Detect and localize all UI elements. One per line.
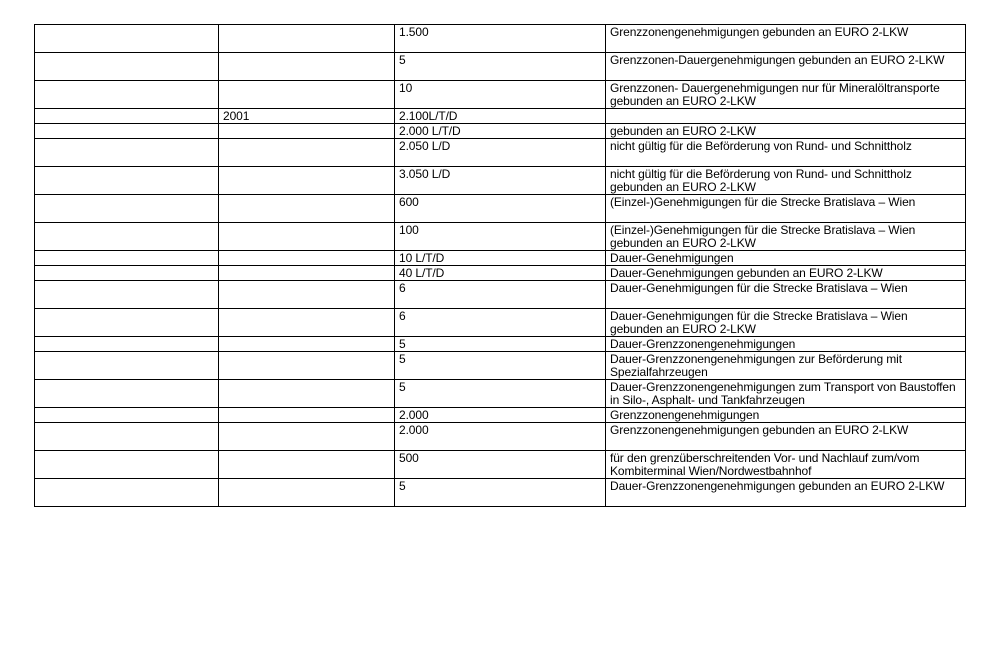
table-row [35, 408, 966, 423]
cell-quantity: 2.000 L/T/D [395, 124, 606, 139]
cell-quantity: 2.000 [395, 423, 606, 451]
cell-quantity: 10 L/T/D [395, 251, 606, 266]
cell-quantity: 3.050 L/D [395, 167, 606, 195]
cell-year [219, 281, 395, 309]
cell-year [219, 167, 395, 195]
table-row [35, 352, 966, 380]
table-row [35, 124, 966, 139]
cell-col1 [35, 266, 219, 281]
table-row [35, 451, 966, 479]
cell-quantity: 6 [395, 309, 606, 337]
cell-quantity: 5 [395, 479, 606, 507]
permits-table [34, 24, 966, 507]
cell-col1 [35, 451, 219, 479]
cell-col1 [35, 223, 219, 251]
cell-year [219, 223, 395, 251]
cell-description: Grenzzonengenehmigungen gebunden an EURO 2-LKW [606, 25, 966, 53]
cell-description: Dauer-Genehmigungen für die Strecke Bratislava – Wien gebunden an EURO 2-LKW [606, 309, 966, 337]
table-row [35, 309, 966, 337]
cell-col1 [35, 408, 219, 423]
cell-description: (Einzel-)Genehmigungen für die Strecke Bratislava – Wien gebunden an EURO 2-LKW [606, 223, 966, 251]
table-row [35, 167, 966, 195]
cell-description: Dauer-Grenzzonengenehmigungen [606, 337, 966, 352]
cell-year [219, 337, 395, 352]
cell-col1 [35, 124, 219, 139]
cell-year [219, 124, 395, 139]
cell-year [219, 423, 395, 451]
cell-quantity: 6 [395, 281, 606, 309]
cell-col1 [35, 195, 219, 223]
cell-description: (Einzel-)Genehmigungen für die Strecke Bratislava – Wien [606, 195, 966, 223]
cell-quantity: 500 [395, 451, 606, 479]
table-row [35, 423, 966, 451]
cell-quantity: 100 [395, 223, 606, 251]
table-row [35, 139, 966, 167]
cell-quantity: 600 [395, 195, 606, 223]
permits-table-body [35, 25, 966, 507]
cell-year [219, 195, 395, 223]
cell-col1 [35, 81, 219, 109]
cell-description: nicht gültig für die Beförderung von Rund- und Schnittholz [606, 139, 966, 167]
cell-col1 [35, 337, 219, 352]
cell-description: nicht gültig für die Beförderung von Rund- und Schnittholz gebunden an EURO 2-LKW [606, 167, 966, 195]
cell-description: gebunden an EURO 2-LKW [606, 124, 966, 139]
cell-col1 [35, 25, 219, 53]
cell-col1 [35, 479, 219, 507]
cell-quantity: 5 [395, 352, 606, 380]
cell-quantity: 2.100L/T/D [395, 109, 606, 124]
cell-col1 [35, 423, 219, 451]
cell-year [219, 251, 395, 266]
cell-col1 [35, 309, 219, 337]
cell-year [219, 380, 395, 408]
cell-col1 [35, 352, 219, 380]
cell-year [219, 25, 395, 53]
table-row [35, 281, 966, 309]
cell-description: Dauer-Grenzzonengenehmigungen gebunden an EURO 2-LKW [606, 479, 966, 507]
table-row [35, 251, 966, 266]
cell-description: Dauer-Grenzzonengenehmigungen zum Transport von Baustoffen in Silo-, Asphalt- und Tankfahrzeugen [606, 380, 966, 408]
cell-year [219, 479, 395, 507]
cell-description [606, 109, 966, 124]
cell-year [219, 408, 395, 423]
cell-col1 [35, 380, 219, 408]
cell-year: 2001 [219, 109, 395, 124]
cell-year [219, 266, 395, 281]
cell-description: Dauer-Genehmigungen [606, 251, 966, 266]
cell-year [219, 352, 395, 380]
table-row [35, 195, 966, 223]
cell-description: Dauer-Genehmigungen für die Strecke Bratislava – Wien [606, 281, 966, 309]
table-row [35, 223, 966, 251]
cell-quantity: 2.050 L/D [395, 139, 606, 167]
cell-quantity: 5 [395, 380, 606, 408]
cell-year [219, 139, 395, 167]
cell-description: für den grenzüberschreitenden Vor- und Nachlauf zum/vom Kombiterminal Wien/Nordwestbahnhof [606, 451, 966, 479]
table-row [35, 109, 966, 124]
table-row [35, 81, 966, 109]
cell-description: Grenzzonen- Dauergenehmigungen nur für Mineralöltransporte gebunden an EURO 2-LKW [606, 81, 966, 109]
cell-col1 [35, 251, 219, 266]
cell-col1 [35, 53, 219, 81]
table-row [35, 53, 966, 81]
table-row [35, 380, 966, 408]
cell-col1 [35, 139, 219, 167]
cell-quantity: 1.500 [395, 25, 606, 53]
cell-year [219, 451, 395, 479]
table-row [35, 25, 966, 53]
cell-col1 [35, 167, 219, 195]
cell-quantity: 5 [395, 53, 606, 81]
cell-year [219, 309, 395, 337]
cell-quantity: 2.000 [395, 408, 606, 423]
cell-description: Dauer-Genehmigungen gebunden an EURO 2-LKW [606, 266, 966, 281]
cell-quantity: 10 [395, 81, 606, 109]
table-row [35, 266, 966, 281]
table-row [35, 479, 966, 507]
cell-year [219, 81, 395, 109]
table-row [35, 337, 966, 352]
cell-col1 [35, 281, 219, 309]
cell-col1 [35, 109, 219, 124]
cell-description: Dauer-Grenzzonengenehmigungen zur Beförderung mit Spezialfahrzeugen [606, 352, 966, 380]
cell-description: Grenzzonen-Dauergenehmigungen gebunden an EURO 2-LKW [606, 53, 966, 81]
cell-quantity: 40 L/T/D [395, 266, 606, 281]
cell-year [219, 53, 395, 81]
cell-quantity: 5 [395, 337, 606, 352]
cell-description: Grenzzonengenehmigungen gebunden an EURO 2-LKW [606, 423, 966, 451]
cell-description: Grenzzonengenehmigungen [606, 408, 966, 423]
